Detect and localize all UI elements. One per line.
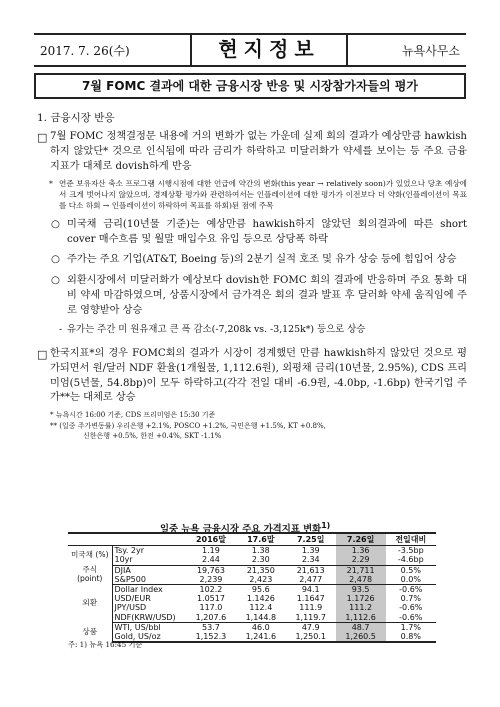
table-value-cell: 1.39 — [301, 546, 320, 556]
market-table — [68, 532, 436, 643]
page-header — [34, 33, 466, 67]
table-label-cell: 10yr — [112, 555, 186, 565]
document-body — [37, 111, 467, 441]
table-label-cell: DJIA — [114, 565, 131, 575]
dash-text: 유가는 주간 미 원유재고 큰 폭 감소(-7,208k vs. -3,125k*) 등으로 상승 — [67, 324, 366, 336]
table-value-cell: 1,207.6 — [186, 613, 236, 623]
table-value-cell: 1,260.5 — [336, 632, 386, 642]
table-value-cell: 0.0% — [386, 575, 436, 585]
table-value-cell: 1.1726 — [336, 594, 386, 603]
office-name: 뉴욕사무소 — [402, 44, 460, 58]
table-value-cell: 94.1 — [301, 584, 320, 594]
note-fomc — [37, 178, 467, 212]
table-value-cell: 1.7% — [400, 622, 421, 632]
asterisk-icon: * — [49, 178, 53, 188]
table-value-cell: 95.6 — [251, 584, 270, 594]
table-value-cell: -0.6% — [399, 584, 423, 594]
dash-oil — [37, 323, 467, 337]
paragraph-fomc — [37, 130, 467, 174]
circle-bullet-icon: ○ — [51, 218, 60, 230]
table-value-cell: 47.9 — [301, 622, 320, 632]
table-value-cell: 0.5% — [400, 565, 421, 575]
table-row — [68, 546, 436, 556]
report-date: 2017. 7. 26(수) — [40, 44, 130, 58]
table-value-cell: 1.38 — [251, 546, 270, 556]
table-row — [68, 584, 436, 594]
table-value-cell: 0.7% — [400, 594, 421, 604]
table-value-cell: 2.44 — [186, 555, 236, 565]
paragraph-korea — [37, 347, 467, 406]
table-value-cell: 111.9 — [299, 603, 323, 613]
table-header-cell — [68, 533, 186, 546]
table-value-cell: 19,763 — [196, 565, 225, 575]
table-value-cell: 1,250.1 — [286, 632, 336, 642]
table-label-cell: JPY/USD — [114, 603, 147, 613]
table-value-cell: 21,613 — [296, 565, 325, 575]
table-title-sup: 1) — [321, 521, 331, 530]
table-header-cell: 7.25일 — [286, 533, 336, 546]
table-value-cell: 21,350 — [246, 565, 275, 575]
table-header-cell: 전일대비 — [386, 533, 436, 546]
table-value-cell: 2,423 — [236, 575, 286, 585]
main-title: 7월 FOMC 결과에 대한 금융시장 반응 및 시장참가자들의 평가 — [34, 73, 466, 99]
bullet-text: 미국채 금리(10년물 기준)는 예상만큼 hawkish하지 않았던 회의결과에 따른 short cover 매수흐름 및 월말 매입수요 유입 등으로 상당폭 하락 — [67, 218, 467, 245]
bullet-treasury — [37, 218, 467, 248]
table-value-cell: 48.7 — [336, 622, 386, 632]
table-title-text: 일중 뉴욕 금융시장 주요 가격지표 변화 — [160, 524, 322, 536]
table-value-cell: 2.30 — [236, 555, 286, 565]
table-value-cell: 111.2 — [336, 603, 386, 612]
bullet-fx — [37, 274, 467, 318]
table-category-cell: 주식 (point) — [68, 565, 112, 584]
table-category-cell: 미국채 (%) — [68, 546, 112, 565]
table-row — [68, 622, 436, 632]
table-value-cell: 0.8% — [386, 632, 436, 642]
table-value-cell: -0.6% — [386, 613, 436, 623]
table-label-cell: USD/EUR — [114, 594, 151, 604]
footnote-time: * 뉴욕시간 16:00 기준, CDS 프리미엄은 15:30 기준 — [50, 411, 216, 420]
table-value-cell: 1.1426 — [246, 594, 275, 604]
table-value-cell: 1.36 — [336, 546, 386, 556]
footnotes — [37, 410, 467, 441]
table-row — [68, 603, 436, 612]
circle-bullet-icon: ○ — [51, 275, 60, 287]
square-bullet-icon: □ — [37, 131, 48, 145]
table-value-cell: 117.0 — [199, 603, 223, 613]
table-value-cell: 2.34 — [286, 555, 336, 565]
bullet-text: 주가는 주요 기업(AT&T, Boeing 등)의 2분기 실적 호조 및 유가 상승 등에 힘입어 상승 — [67, 254, 457, 266]
table-header-cell: 7.26일 — [336, 533, 386, 546]
table-value-cell: 1.0517 — [196, 594, 225, 604]
table-value-cell: 53.7 — [202, 622, 220, 632]
section-heading: 1. 금융시장 반응 — [37, 112, 115, 124]
paragraph-text: 7월 FOMC 정책결정문 내용에 거의 변화가 없는 가운데 실제 회의 결과가 예상만큼 hawkish하지 않았단* 것으로 인식됨에 따라 금리가 하락하고 미달러화가 약세를 보이는 등 주요 금융지표가 대체로 dovish하게 반응 — [50, 131, 467, 172]
table-label-cell: WTI, US/bbl — [114, 622, 161, 632]
table-value-cell: 93.5 — [336, 584, 386, 594]
table-value-cell: 2,239 — [186, 575, 236, 585]
bullet-stocks — [37, 253, 467, 268]
table-value-cell: 1.19 — [202, 546, 220, 556]
table-body — [68, 546, 436, 642]
table-value-cell: -4.6bp — [386, 555, 436, 565]
table-note: 주: 1) 뉴욕 16:45 기준 — [68, 640, 143, 649]
table-value-cell: 1,241.6 — [236, 632, 286, 642]
circle-bullet-icon: ○ — [51, 254, 60, 266]
table-value-cell: 1,152.3 — [186, 632, 236, 642]
table-value-cell: -0.6% — [399, 603, 423, 613]
table-value-cell: -3.5bp — [397, 546, 424, 556]
table-value-cell: 2.29 — [336, 555, 386, 565]
table-value-cell: 2,477 — [286, 575, 336, 585]
report-title: 현지정보 — [190, 33, 348, 67]
table-label-cell: Dollar Index — [114, 584, 163, 594]
table-value-cell: 112.4 — [249, 603, 273, 613]
table-row — [68, 575, 436, 585]
table-value-cell: 1,144.8 — [236, 613, 286, 623]
table-category-cell: 외환 — [68, 584, 112, 622]
table-row — [68, 594, 436, 603]
table-row — [68, 565, 436, 575]
table-row — [68, 555, 436, 565]
table-value-cell: 1.1647 — [296, 594, 325, 604]
table-label-cell: Tsy. 2yr — [114, 546, 145, 556]
table-value-cell: 21,711 — [336, 565, 386, 575]
table-category-cell: 상품 — [68, 622, 112, 642]
table-label-cell: S&P500 — [112, 575, 186, 585]
table-header-cell: 2016말 — [186, 533, 236, 546]
table-label-cell: Gold, US/oz — [112, 632, 186, 642]
table-value-cell: 46.0 — [251, 622, 270, 632]
table-header-cell: 17.6말 — [236, 533, 286, 546]
table-row — [68, 613, 436, 623]
footnote-stocks-cont: 신한은행 +0.5%, 한전 +0.4%, SKT -1.1% — [83, 432, 222, 441]
footnote-stocks: ** (일중 주가변동률) 우리은행 +2.1%, POSCO +1.2%, 국민은행 +1.5%, KT +0.8%, — [50, 421, 326, 430]
paragraph-text: 한국지표*의 경우 FOMC회의 결과가 시장이 경계했던 만큼 hawkish하지 않았던 것으로 평가되면서 원/달러 NDF 환율(1개월물, 1,112.6원), 외평채 금리(10년물, 2.95%), CDS 프리미엄(5년물, 54.8bp)이 모두 하락하고(각각 전일 대비 -6.9원, -4.0bp, -1.6bp) 한국기업 주가**는 대체로 상승 — [50, 348, 467, 404]
table-value-cell: 2,478 — [336, 575, 386, 585]
note-text: 연준 보유자산 축소 프로그램 시행시점에 대한 언급에 약간의 변화(this year → relatively soon)가 있었으나 당초 예상에서 크게 벗어나지 않았으며, 경제상황 평가와 관련하여서는 인플레이션에 대한 평가가 이전보다 더 약화(인플레이션이 목표를 다소 하회 → 인플레이션이 하락하여 목표를 하회)된 점에 주목 — [59, 178, 467, 211]
table-header-row — [68, 533, 436, 546]
square-bullet-icon: □ — [37, 348, 48, 362]
table-value-cell: 1,119.7 — [286, 613, 336, 623]
table-value-cell: 102.2 — [199, 584, 223, 594]
table-label-cell: NDF(KRW/USD) — [112, 613, 186, 623]
table-value-cell: 1,112.6 — [336, 613, 386, 623]
bullet-text: 외환시장에서 미달러화가 예상보다 dovish한 FOMC 회의 결과에 반응하며 주요 통화 대비 약세 마감하였으며, 상품시장에서 금가격은 회의 결과 발표 후 달러화 약세 움직임에 주로 영향받아 상승 — [67, 275, 467, 316]
dash-icon: - — [59, 324, 63, 336]
